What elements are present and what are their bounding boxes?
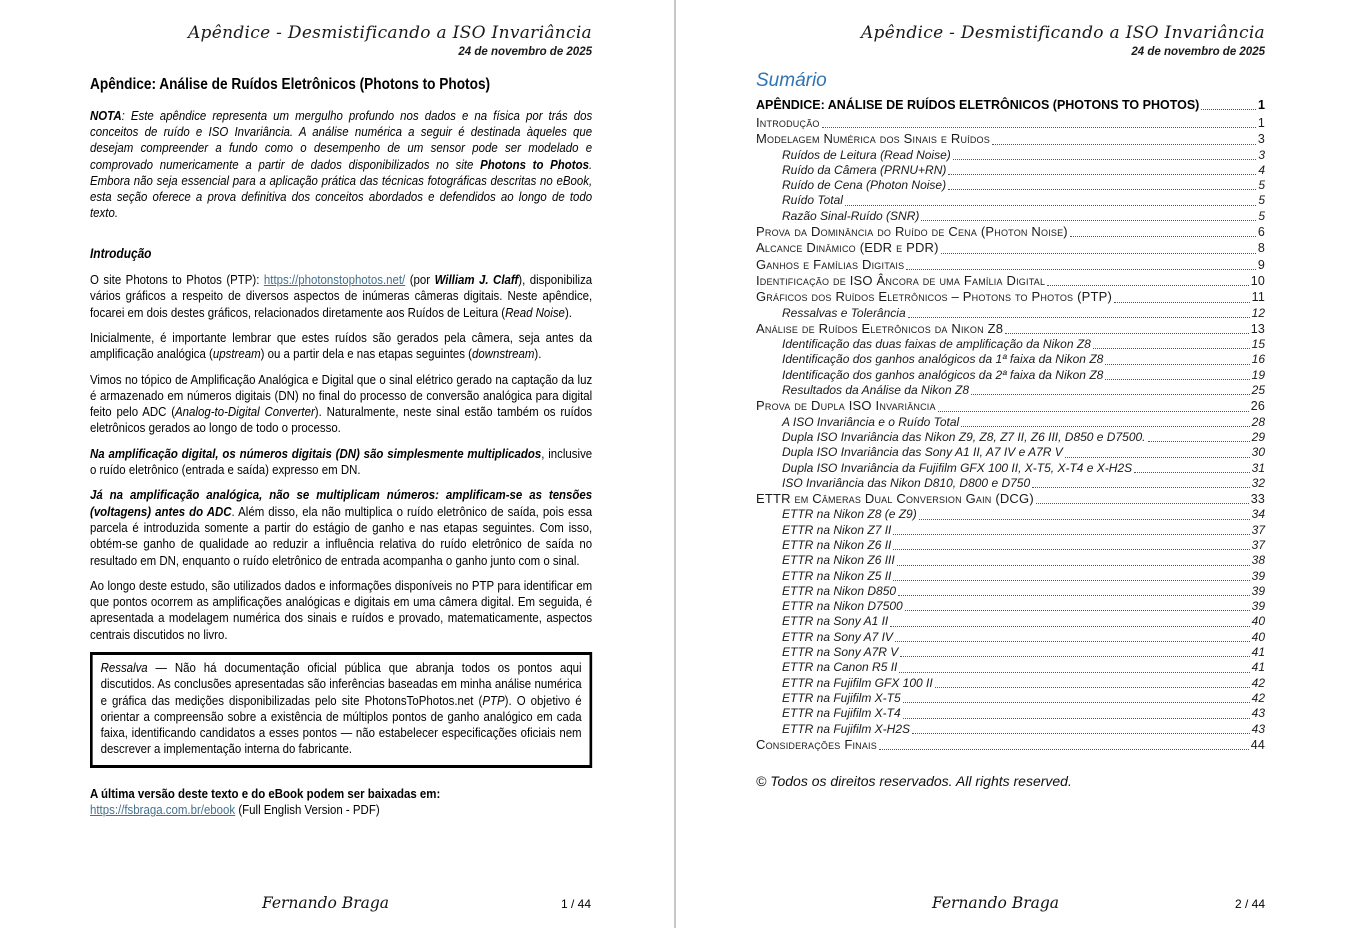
- toc-entry[interactable]: [756, 676, 1265, 691]
- toc-page-number: 3: [1257, 132, 1265, 147]
- running-header-title: Apêndice - Desmistificando a ISO Invariância: [187, 23, 592, 43]
- toc-entry[interactable]: [756, 722, 1265, 737]
- toc-entry[interactable]: [756, 352, 1265, 367]
- toc-entry-label: Alcance Dinâmico (EDR e PDR): [756, 240, 939, 256]
- running-header-date: 24 de novembro de 2025: [458, 45, 592, 58]
- toc-leader: [992, 144, 1256, 145]
- toc-entry-label: ETTR na Nikon Z6 III: [782, 553, 895, 568]
- toc-entry-label: ETTR na Fujifilm GFX 100 II: [782, 675, 933, 690]
- toc-leader: [1148, 441, 1250, 442]
- toc-entry[interactable]: [756, 706, 1265, 721]
- text-run: , inclusive o ruído eletrônico (entrada e saída) expresso em DN.: [90, 445, 593, 478]
- toc-leader: [1032, 487, 1250, 488]
- toc-entry[interactable]: [756, 569, 1265, 584]
- toc-entry[interactable]: [756, 415, 1265, 430]
- document-title: Apêndice: Análise de Ruídos Eletrônicos (Photons to Photos): [90, 75, 491, 93]
- toc-leader: [912, 733, 1250, 734]
- toc-page-number: 16: [1251, 352, 1265, 367]
- toc-entry-label: Ruído da Câmera (PRNU+RN): [782, 162, 947, 177]
- paragraph: [90, 372, 592, 437]
- running-header: [756, 24, 1265, 58]
- toc-entry[interactable]: [756, 691, 1265, 706]
- toc-page-number: 40: [1251, 614, 1265, 629]
- toc-entry[interactable]: [756, 523, 1265, 538]
- toc-entry-label: Resultados da Análise da Nikon Z8: [782, 383, 969, 398]
- toc-leader: [1134, 472, 1250, 473]
- text-run: O site Photons to Photos (PTP):: [90, 272, 264, 288]
- toc-leader: [900, 656, 1249, 657]
- toc-leader: [1047, 285, 1249, 286]
- text-run: (Full English Version - PDF): [235, 802, 380, 818]
- toc-page-number: 9: [1257, 257, 1265, 272]
- toc-entry-label: ETTR na Nikon D850: [782, 583, 897, 598]
- toc-entry-label: Identificação das duas faixas de amplificação da Nikon Z8: [782, 337, 1091, 352]
- toc-leader: [919, 519, 1250, 520]
- toc-entry[interactable]: [756, 193, 1265, 208]
- toc-entry-label: Razão Sinal-Ruído (SNR): [782, 208, 920, 223]
- toc-page-number: 37: [1251, 522, 1265, 537]
- footer-page-number: 1 / 44: [560, 897, 591, 911]
- toc-leader: [1201, 109, 1256, 110]
- text-run: Ao longo deste estudo, são utilizados dados e informações disponíveis no PTP para identificar em que pontos ocorrem as amplificações analógicas e digitais em uma câmera digital. Em seguida, é apresentada a modelagem numérica dos sinais e ruídos e provado, matematicamente, aspectos centrais discutidos no livro.: [90, 577, 593, 642]
- toc-leader: [895, 641, 1250, 642]
- toc-entry-label: Prova de Dupla ISO Invariância: [756, 398, 936, 414]
- table-of-contents: [756, 98, 1265, 753]
- toc-entry[interactable]: [756, 337, 1265, 352]
- toc-page-number: 8: [1257, 241, 1265, 256]
- toc-page-number: 1: [1258, 97, 1265, 112]
- footer-author: Fernando Braga: [931, 894, 1060, 912]
- text-run: Ressalva: [100, 660, 148, 675]
- toc-entry[interactable]: [756, 289, 1265, 305]
- toc-leader: [903, 718, 1250, 719]
- text-run: ).: [534, 346, 542, 362]
- toc-entry[interactable]: [756, 178, 1265, 193]
- toc-entry-label: Identificação dos ganhos analógicos da 2ª faixa da Nikon Z8: [782, 367, 1104, 382]
- toc-entry[interactable]: [756, 553, 1265, 568]
- toc-entry-label: ETTR na Nikon Z6 II: [782, 538, 892, 552]
- toc-page-number: 34: [1251, 507, 1265, 522]
- toc-page-number: 38: [1251, 553, 1265, 568]
- toc-page-number: 42: [1251, 690, 1265, 705]
- footer-page-number: 2 / 44: [1234, 897, 1265, 911]
- toc-leader: [941, 253, 1256, 254]
- toc-page-number: 19: [1251, 367, 1265, 382]
- toc-entry-label: Identificação de ISO Âncora de uma Família Digital: [756, 272, 1046, 288]
- toc-entry-label: Identificação dos ganhos analógicos da 1ª faixa da Nikon Z8: [782, 352, 1104, 367]
- toc-leader: [1070, 236, 1256, 237]
- toc-entry[interactable]: [756, 115, 1265, 131]
- toc-entry-label: Gráficos dos Ruídos Eletrônicos – Photons to Photos (PTP): [756, 289, 1113, 305]
- toc-page-number: 31: [1251, 460, 1265, 475]
- text-run: NOTA: [90, 107, 122, 123]
- toc-leader: [906, 269, 1256, 270]
- toc-page-number: 41: [1251, 645, 1265, 660]
- toc-page-number: 26: [1250, 399, 1265, 414]
- download-link-line: [90, 802, 592, 818]
- toc-page-number: 29: [1251, 429, 1265, 444]
- toc-entry-label: Prova da Dominância do Ruído de Cena (Photon Noise): [756, 224, 1068, 240]
- toc-entry-label: A ISO Invariância e o Ruído Total: [782, 414, 960, 429]
- toc-page-number: 42: [1251, 675, 1265, 690]
- toc-leader: [961, 426, 1249, 427]
- toc-entry-label: ETTR na Nikon Z7 II: [782, 522, 892, 537]
- toc-page-number: 39: [1251, 599, 1265, 614]
- toc-leader: [822, 127, 1256, 128]
- toc-leader: [953, 159, 1257, 160]
- toc-entry[interactable]: [756, 148, 1265, 163]
- toc-entry-label: Análise de Ruídos Eletrônicos da Nikon Z8: [756, 320, 1004, 336]
- toc-entry-label: Ruído Total: [782, 193, 843, 208]
- toc-entry-label: ETTR em Câmeras Dual Conversion Gain (DCG): [756, 491, 1034, 507]
- running-header: [90, 24, 592, 58]
- toc-entry-label: ETTR na Fujifilm X-T5: [782, 690, 901, 705]
- toc-entry[interactable]: [756, 630, 1265, 645]
- toc-page-number: 5: [1258, 193, 1265, 208]
- text-run: downstream: [472, 346, 535, 362]
- toc-entry-label: ETTR na Canon R5 II: [782, 660, 898, 675]
- toc-leader: [935, 687, 1250, 688]
- toc-entry-label: Ruído de Cena (Photon Noise): [782, 178, 947, 193]
- copyright-notice: © Todos os direitos reservados. All rights reserved.: [756, 773, 1072, 790]
- text-run: Vimos no tópico de Amplificação Analógica e Digital que o sinal elétrico gerado na captação da luz é armazenado em números digitais (DN) no final do processo de conversão analógica para digital feito pelo ADC (: [90, 371, 593, 420]
- text-run: ).: [564, 304, 572, 320]
- page-2-footer: [756, 894, 1265, 912]
- toc-entry-label: Dupla ISO Invariância da Fujifilm GFX 100 II, X-T5, X-T4 e X-H2S: [782, 460, 1133, 475]
- toc-page-number: 44: [1250, 737, 1265, 752]
- toc-leader: [1114, 302, 1250, 303]
- toc-leader: [1036, 503, 1249, 504]
- toc-leader: [890, 626, 1249, 627]
- paragraph: [90, 578, 592, 643]
- toc-entry[interactable]: [756, 599, 1265, 614]
- text-run: Na amplificação digital, os números digitais (DN) são simplesmente multiplicados: [90, 445, 542, 461]
- toc-leader: [1005, 333, 1248, 334]
- toc-entry[interactable]: [756, 383, 1265, 398]
- toc-page-number: 5: [1258, 178, 1265, 193]
- toc-entry[interactable]: [756, 614, 1265, 629]
- text-run: upstream: [212, 346, 261, 362]
- text-run: Já na amplificação analógica, não se multiplicam números: amplificam-se as tensões (voltagens) antes do ADC: [90, 487, 593, 519]
- hyperlink[interactable]: https://fsbraga.com.br/ebook: [90, 802, 236, 818]
- toc-leader: [938, 411, 1249, 412]
- toc-entry-label: Dupla ISO Invariância das Nikon Z9, Z8, Z7 II, Z6 III, D850 e D7500.: [782, 429, 1146, 444]
- text-run: Introdução: [90, 245, 152, 261]
- toc-page-number: 6: [1257, 225, 1265, 240]
- toc-page-number: 39: [1251, 583, 1265, 598]
- toc-page-number: 30: [1251, 445, 1265, 460]
- toc-leader: [893, 534, 1249, 535]
- toc-leader: [1093, 348, 1250, 349]
- text-run: Photons to Photos: [480, 156, 589, 172]
- toc-entry-label: ISO Invariância das Nikon D810, D800 e D750: [782, 475, 1031, 490]
- toc-page-number: 4: [1258, 162, 1265, 177]
- paragraph: [90, 446, 592, 479]
- toc-entry[interactable]: [756, 368, 1265, 383]
- text-run: ), disponibiliza vários gráficos a respeito de diversos aspectos de inúmeras câmeras digitais. Neste apêndice, focarei em dois destes gráficos, relacionados diretamente aos Ruídos de Leitura (: [90, 272, 593, 320]
- text-run: ) ou a partir dela e nas etapas seguintes (: [260, 346, 473, 362]
- text-run: PTP: [482, 692, 505, 708]
- text-run: : Este apêndice representa um mergulho profundo nos dados e na física por trás dos conceitos de ruído e ISO Invariância. A análise numérica a seguir é destinada àqueles que desejam compreender a fundo como o desempenho de um sensor pode ser modelado e comprovado numericamente a partir de dados disponibilizados no site: [90, 107, 593, 172]
- toc-leader: [971, 394, 1250, 395]
- text-run: (por: [405, 272, 435, 288]
- toc-leader: [921, 220, 1256, 221]
- toc-entry-label: ETTR na Nikon Z8 (e Z9): [782, 507, 917, 522]
- toc-page-number: 39: [1251, 568, 1265, 583]
- toc-leader: [1105, 364, 1249, 365]
- toc-entry[interactable]: [756, 538, 1265, 553]
- toc-entry-label: Introdução: [756, 114, 820, 130]
- toc-entry[interactable]: [756, 163, 1265, 178]
- toc-entry-label: Ruídos de Leitura (Read Noise): [782, 147, 951, 162]
- toc-leader: [893, 549, 1249, 550]
- toc-leader: [893, 580, 1249, 581]
- text-run: . Embora não seja essencial para a aplicação prática das técnicas fotográficas descritas no eBook, esta seção oferece a prova definitiva dos conceitos abordados e defendidos ao longo de todo texto.: [90, 156, 593, 221]
- page-2: [676, 0, 1350, 928]
- toc-leader: [903, 702, 1250, 703]
- toc-entry-label: APÊNDICE: ANÁLISE DE RUÍDOS ELETRÔNICOS (PHOTONS TO PHOTOS): [756, 97, 1200, 112]
- toc-entry[interactable]: [756, 491, 1265, 507]
- text-run: Read Noise: [505, 304, 565, 320]
- toc-entry-label: ETTR na Nikon D7500: [782, 599, 903, 614]
- toc-entry[interactable]: [756, 476, 1265, 491]
- toc-page-number: 13: [1250, 321, 1265, 336]
- toc-page-number: 43: [1251, 721, 1265, 736]
- text-run: Analog-to-Digital Converter: [175, 404, 315, 420]
- toc-leader: [897, 565, 1250, 566]
- toc-page-number: 15: [1251, 337, 1265, 352]
- toc-page-number: 43: [1251, 706, 1265, 721]
- text-run: A última versão deste texto e do eBook podem ser baixadas em:: [90, 785, 441, 801]
- toc-entry[interactable]: [756, 507, 1265, 522]
- toc-entry-label: ETTR na Nikon Z5 II: [782, 568, 892, 583]
- toc-entry[interactable]: [756, 224, 1265, 240]
- toc-entry[interactable]: [756, 660, 1265, 675]
- toc-page-number: 3: [1258, 147, 1265, 162]
- toc-page-number: 12: [1251, 305, 1265, 320]
- toc-entry[interactable]: [756, 131, 1265, 147]
- toc-entry-label: Considerações Finais: [756, 736, 877, 752]
- ressalva-box: [90, 652, 592, 768]
- toc-entry-label: Ressalvas e Tolerância: [782, 305, 906, 320]
- toc-page-number: 41: [1251, 660, 1265, 675]
- toc-entry-label: Dupla ISO Invariância das Sony A1 II, A7 IV e A7R V: [782, 445, 1063, 460]
- paragraph: [90, 487, 592, 568]
- toc-entry[interactable]: [756, 257, 1265, 273]
- toc-title: Sumário: [756, 69, 827, 91]
- section-heading-introducao: [90, 246, 592, 262]
- text-run: . Além disso, ela não multiplica o ruído eletrônico de saída, pois essa parcela é introduzida somente a partir do estágio de ganho e nas etapas seguintes. Com isso, obtém-se ganho de qualidade ao reduzir a influência relativa do ruído eletrônico de saída no resultado em DN, enquanto o ruído eletrônico de entrada acompanha o ganho junto com o sinal.: [90, 503, 593, 568]
- toc-leader: [908, 317, 1250, 318]
- toc-leader: [948, 174, 1256, 175]
- toc-entry-label: ETTR na Fujifilm X-T4: [782, 706, 901, 721]
- toc-page-number: 40: [1251, 629, 1265, 644]
- toc-page-number: 5: [1258, 208, 1265, 223]
- text-run: Inicialmente, é importante lembrar que estes ruídos são gerados pela câmera, seja antes da amplificação analógica (: [90, 329, 593, 362]
- toc-entry[interactable]: [756, 306, 1265, 321]
- toc-page-number: 10: [1250, 273, 1265, 288]
- text-run: — Não há documentação oficial pública que abranja todos os pontos aqui discutidos. As conclusões apresentadas são inferências baseadas em minha análise numérica e gráfica das medições disponibilizadas pelo site PhotonsToPhotos.net (: [100, 660, 582, 708]
- toc-entry-label: ETTR na Sony A7R V: [782, 645, 899, 660]
- toc-leader: [845, 205, 1256, 206]
- toc-entry[interactable]: [756, 737, 1265, 753]
- toc-entry[interactable]: [756, 461, 1265, 476]
- toc-leader: [899, 672, 1249, 673]
- body-text: [90, 108, 592, 819]
- toc-page-number: 37: [1251, 538, 1265, 552]
- toc-entry[interactable]: [756, 584, 1265, 599]
- toc-leader: [879, 749, 1249, 750]
- text-run: ). O objetivo é orientar a compreensão sobre a existência de múltiplos pontos de ganho analógico em cada faixa, identificando candidatos a esses pontos — não estabelecer especificações oficiais nem descrever a implementação interna do fabricante.: [100, 692, 582, 757]
- toc-entry-label: ETTR na Fujifilm X-H2S: [782, 721, 911, 736]
- text-run: ). Naturalmente, neste sinal estão também os ruídos eletrônicos gerados ao longo de todo o processo.: [90, 404, 593, 436]
- toc-entry[interactable]: [756, 430, 1265, 445]
- text-run: William J. Claff: [434, 272, 519, 288]
- download-heading: [90, 786, 592, 802]
- toc-entry-label: ETTR na Sony A1 II: [782, 614, 889, 629]
- running-header-date: 24 de novembro de 2025: [1131, 45, 1265, 58]
- toc-entry[interactable]: [756, 209, 1265, 224]
- toc-entry[interactable]: [756, 273, 1265, 289]
- hyperlink[interactable]: https://photonstophotos.net/: [263, 272, 406, 288]
- toc-leader: [1105, 379, 1249, 380]
- toc-leader: [1065, 457, 1250, 458]
- toc-entry[interactable]: [756, 240, 1265, 256]
- toc-leader: [898, 595, 1250, 596]
- toc-page-number: 28: [1251, 414, 1265, 429]
- toc-page-number: 33: [1250, 492, 1265, 507]
- toc-page-number: 25: [1251, 383, 1265, 398]
- toc-entry-label: Modelagem Numérica dos Sinais e Ruídos: [756, 131, 990, 147]
- toc-entry-label: ETTR na Sony A7 IV: [782, 629, 893, 644]
- running-header-title: Apêndice - Desmistificando a ISO Invariância: [860, 23, 1265, 43]
- paragraph: [90, 330, 592, 363]
- toc-page-number: 32: [1251, 475, 1265, 490]
- toc-entry[interactable]: [756, 645, 1265, 660]
- toc-page-number: 1: [1257, 115, 1265, 130]
- paragraph: [90, 272, 592, 321]
- page-1-content: [90, 76, 592, 819]
- page-1-footer: [90, 894, 591, 912]
- toc-leader: [905, 610, 1250, 611]
- toc-page-number: 11: [1251, 290, 1265, 305]
- toc-entry-label: Ganhos e Famílias Digitais: [756, 256, 905, 272]
- toc-entry[interactable]: [756, 445, 1265, 460]
- toc-entry[interactable]: [756, 398, 1265, 414]
- toc-leader: [948, 189, 1256, 190]
- nota-paragraph: [90, 108, 592, 222]
- toc-entry[interactable]: [756, 98, 1265, 113]
- footer-author: Fernando Braga: [261, 894, 390, 912]
- toc-entry[interactable]: [756, 321, 1265, 337]
